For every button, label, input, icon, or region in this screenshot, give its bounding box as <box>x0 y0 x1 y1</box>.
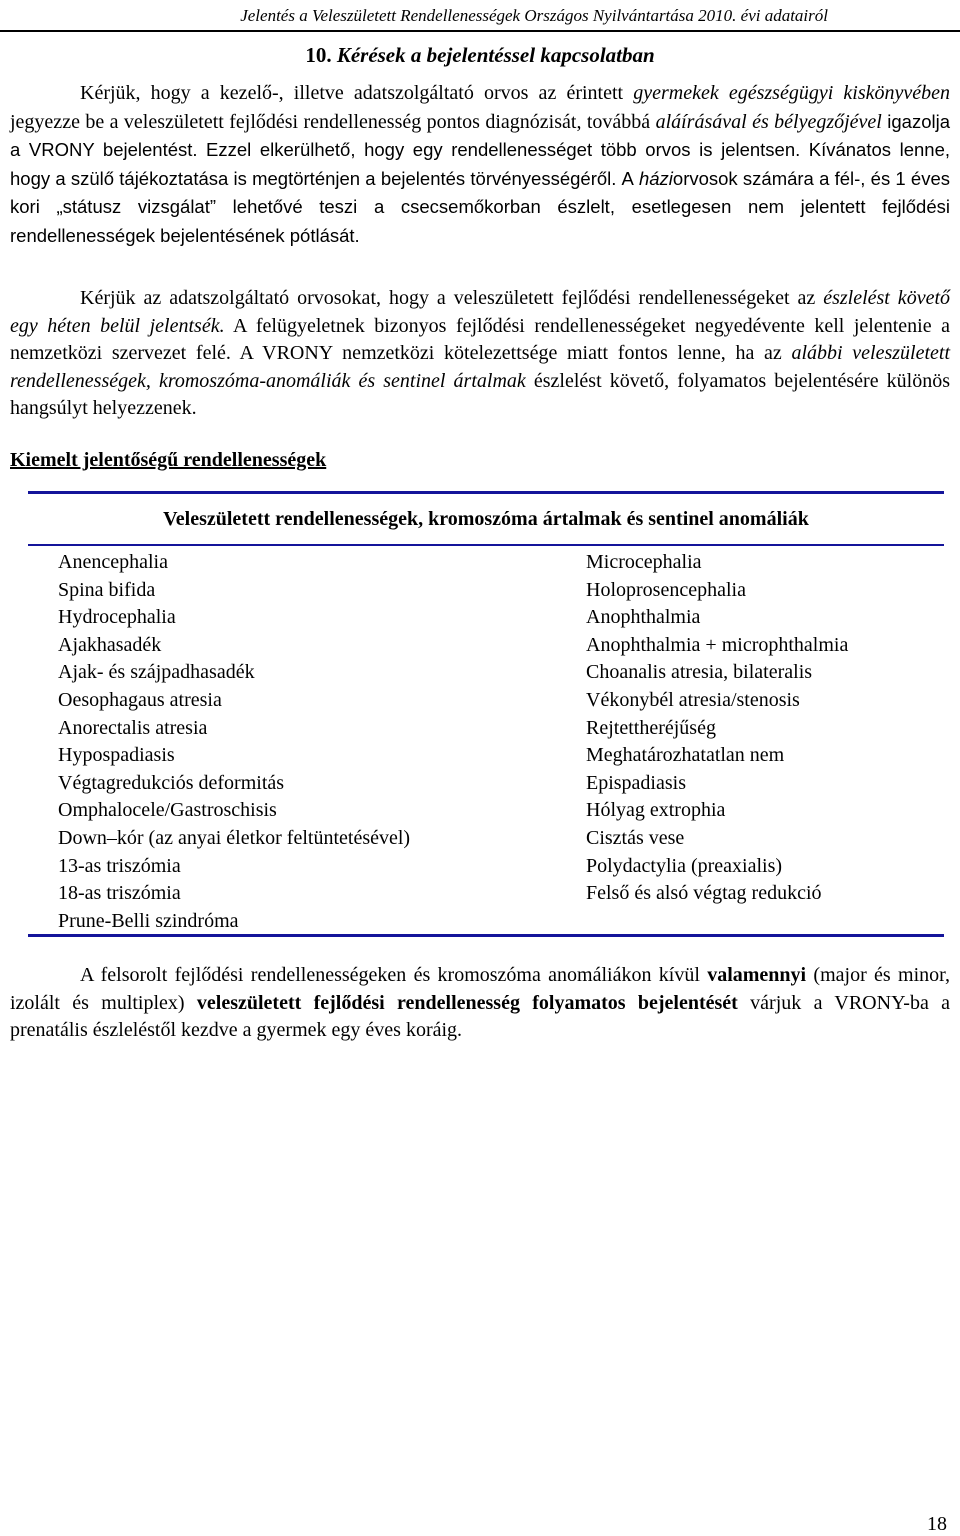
p3-text-3: (major és minor, izolált és multiplex) <box>10 964 950 1014</box>
anomaly-item: Meghatározhatatlan nem <box>586 744 785 767</box>
p1-text-1: Kérjük, hogy a kezelő-, illetve adatszolgáltató orvos az érintett <box>80 82 624 104</box>
p3-text-4: veleszületett fejlődési rendellenesség folyamatos bejelentését <box>196 991 738 1014</box>
anomaly-item: Felső és alsó végtag redukció <box>586 882 822 905</box>
section-title <box>0 43 960 68</box>
anomaly-item: Anophthalmia + microphthalmia <box>586 633 849 656</box>
highlighted-anomalies-heading: Kiemelt jelentőségű rendellenességek <box>10 449 327 471</box>
p1-text-8: A <box>621 167 634 189</box>
paragraph-status-reporting <box>10 80 950 251</box>
table-bottom-rule <box>28 934 944 937</box>
anomaly-item: Down–kór (az anyai életkor feltüntetésével) <box>58 826 411 849</box>
running-header-title: Jelentés a Veleszületett Rendellenességek Országos Nyilvántartása 2010. évi adatairól <box>240 6 828 25</box>
p2-text-5: észlelést követő, folyamatos bejelentésére különös hangsúlyt helyezzenek. <box>10 369 950 420</box>
p3-text-1: A felsorolt fejlődési rendellenességeken és kromoszóma anomáliákon kívül <box>80 964 700 986</box>
p3-text-2: valamennyi <box>707 964 807 986</box>
anomaly-list-right <box>586 549 848 908</box>
p2-text-2: észlelést követő egy héten belül jelentsék. <box>10 287 950 337</box>
section-number: 10. <box>305 43 332 67</box>
paragraph-reporting-deadline <box>10 285 950 423</box>
anomaly-item: Anophthalmia <box>586 606 701 629</box>
p1-text-7: Kívánatos lenne, hogy a szülő tájékoztatása is megtörténjen a bejelentés törvényességéről. <box>10 139 951 189</box>
anomaly-item: Prune-Belli szindróma <box>58 909 239 932</box>
anomaly-item: Omphalocele/Gastroschisis <box>58 799 277 822</box>
anomaly-item: Epispadiasis <box>586 771 686 794</box>
paragraph-all-anomalies <box>10 962 950 1045</box>
page-number: 18 <box>927 1513 947 1535</box>
p1-text-6: Ezzel elkerülhető, hogy egy rendellenességet több orvos is jelentsen. <box>206 139 801 161</box>
section-title-text: Kérések a bejelentéssel kapcsolatban <box>336 43 655 67</box>
anomaly-item: Rejtettheréjűség <box>586 716 716 739</box>
anomaly-item: Anorectalis atresia <box>58 716 208 739</box>
anomaly-item: Holoprosencephalia <box>586 578 746 601</box>
p3-text-5: várjuk a VRONY-ba a prenatális észleléstől kezdve a gyermek egy éves koráig. <box>10 991 951 1042</box>
p2-text-4: alábbi veleszületett rendellenességek, kromoszóma-anomáliák és sentinel ártalmak <box>10 342 950 392</box>
table-top-rule <box>28 491 944 494</box>
p1-text-2: gyermekek egészségügyi kiskönyvében <box>633 82 951 104</box>
table-header-rule <box>28 544 944 546</box>
running-header <box>0 2 960 32</box>
p1-text-3: jegyezze be a veleszületett fejlődési rendellenesség pontos diagnózisát, továbbá <box>10 110 651 133</box>
anomaly-list-left <box>58 549 410 935</box>
anomaly-table-title: Veleszületett rendellenességek, kromoszóma ártalmak és sentinel anomáliák <box>163 508 809 530</box>
p1-text-4: aláírásával és bélyegzőjével <box>655 110 882 133</box>
anomaly-item: Cisztás vese <box>586 826 685 849</box>
anomaly-item: 18-as triszómia <box>58 882 181 905</box>
anomaly-item: Oesophagaus atresia <box>58 688 222 711</box>
anomaly-item: Ajakhasadék <box>58 633 162 656</box>
anomaly-item: Anencephalia <box>58 551 168 573</box>
anomaly-item: Choanalis atresia, bilateralis <box>586 661 813 684</box>
p2-text-1: Kérjük az adatszolgáltató orvosokat, hogy a veleszületett fejlődési rendellenességeket az <box>80 287 816 309</box>
anomaly-item: Hydrocephalia <box>58 606 176 629</box>
anomaly-item: Microcephalia <box>586 551 702 573</box>
anomaly-item: Spina bifida <box>58 578 156 601</box>
anomaly-item: Vékonybél atresia/stenosis <box>586 688 800 711</box>
p1-text-5: igazolja a VRONY bejelentést. <box>10 110 951 161</box>
anomaly-item: Hólyag extrophia <box>586 799 726 822</box>
p2-text-3: A felügyeletnek bizonyos fejlődési rendellenességeket negyedévente kell jelentenie a nemzetközi szervezet felé. A VRONY nemzetközi kötelezettsége miatt fontos lenne, ha az <box>10 314 950 365</box>
anomaly-item: Végtagredukciós deformitás <box>58 771 285 794</box>
anomaly-item: Hypospadiasis <box>58 744 175 767</box>
anomaly-item: Ajak- és szájpadhasadék <box>58 661 255 684</box>
anomaly-item: Polydactylia (preaxialis) <box>586 854 783 877</box>
anomaly-item: 13-as triszómia <box>58 854 181 877</box>
p1-text-10: orvosok számára a fél-, és 1 éves kori „státusz vizsgálat” lehetővé teszi a csecsemőkorban észlelt, esetlegesen nem jelentett fejlődési rendellenességek bejelentésének pótlását. <box>10 167 951 246</box>
p1-text-9: házi <box>638 167 673 189</box>
